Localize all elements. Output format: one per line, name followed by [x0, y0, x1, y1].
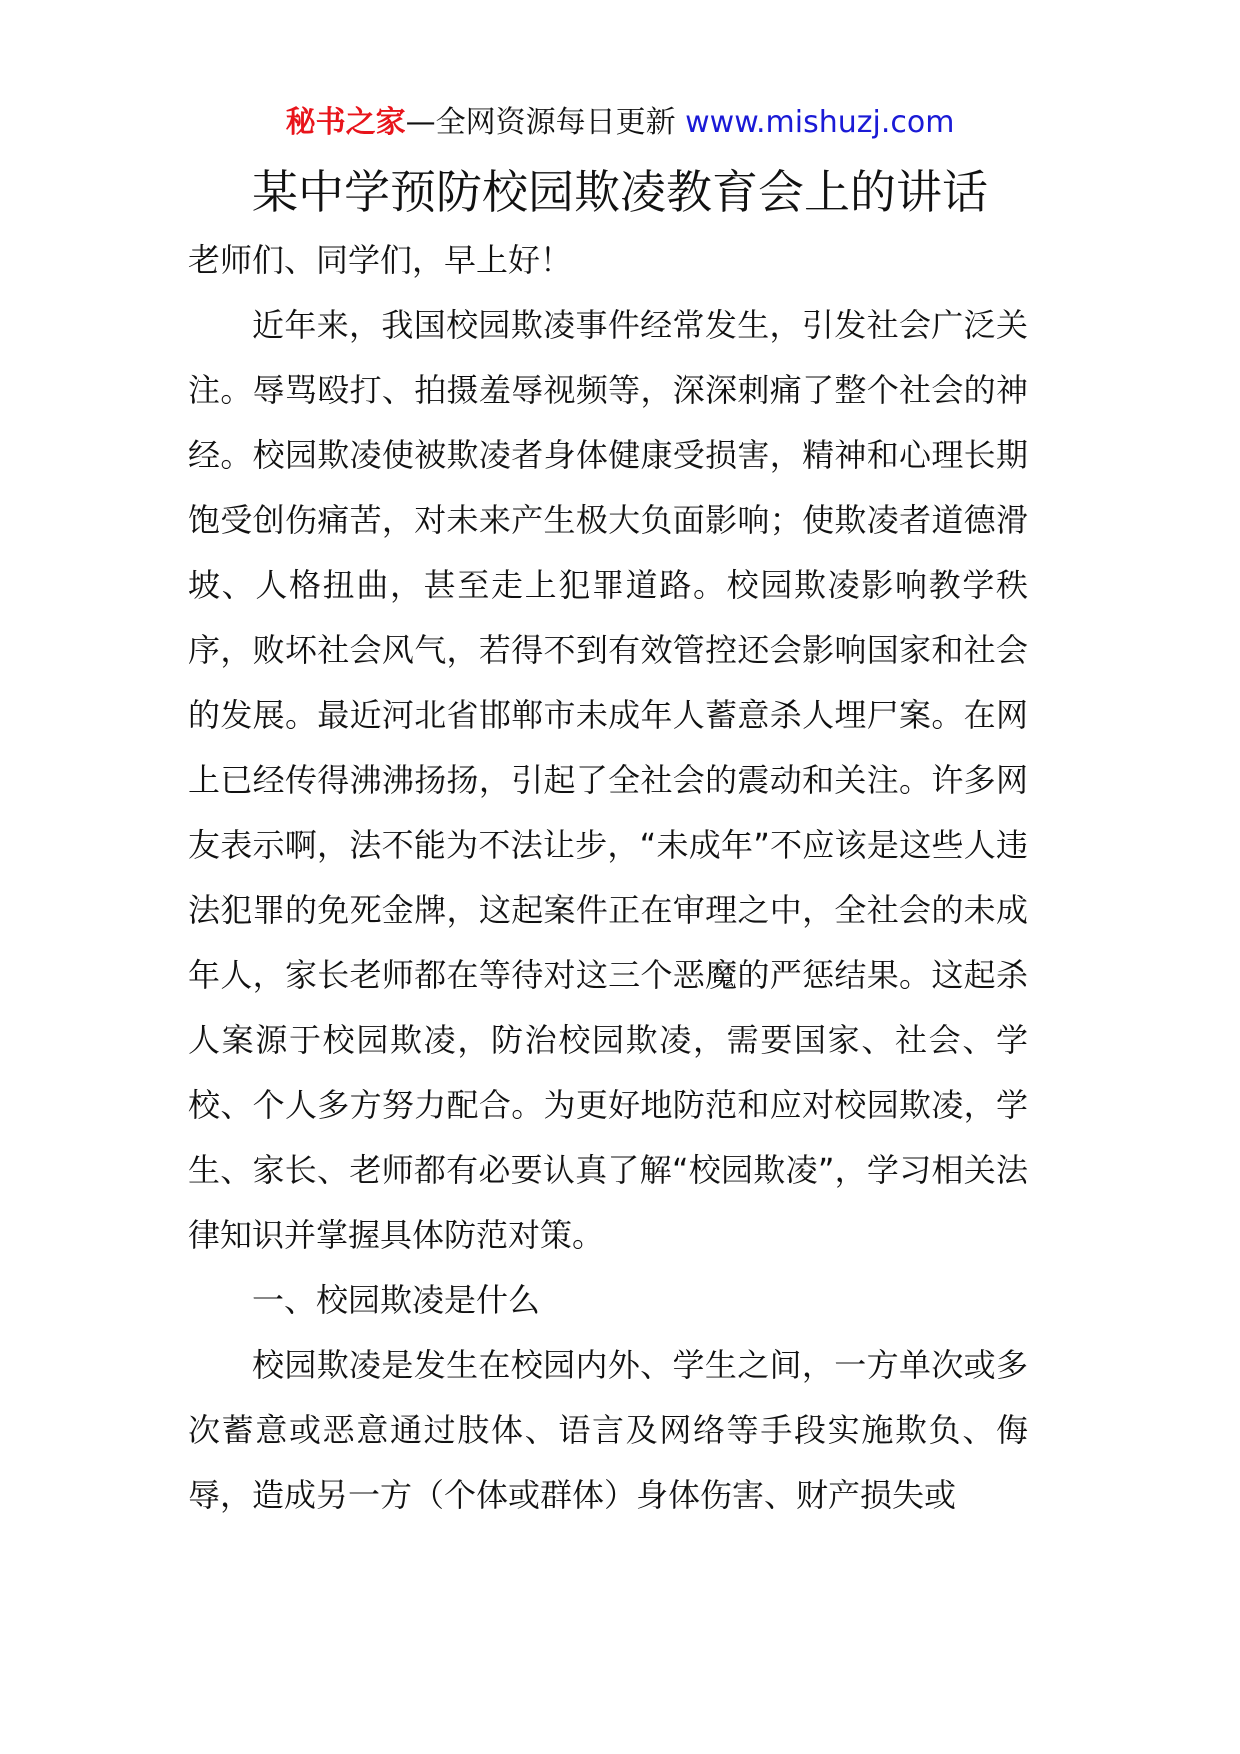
document-title: 某中学预防校园欺凌教育会上的讲话: [252, 165, 988, 219]
section-heading-1: 一、校园欺凌是什么: [252, 1281, 541, 1319]
site-header: [0, 100, 1240, 146]
greeting-paragraph: 老师们、同学们，早上好！: [188, 241, 573, 279]
site-brand: 秘书之家: [285, 105, 406, 140]
site-tagline: —全网资源每日更新: [405, 105, 686, 140]
body-paragraph-2: 校园欺凌是发生在校园内外、学生之间，一方单次或多次蓄意或恶意通过肢体、语言及网络等手段实施欺负、侮辱，造成另一方（个体或群体）身体伤害、财产损失或: [188, 1346, 1028, 1514]
document-body: [188, 228, 1028, 1528]
site-url-link[interactable]: www.mishuzj.com: [685, 105, 955, 140]
body-paragraph-1: 近年来，我国校园欺凌事件经常发生，引发社会广泛关注。辱骂殴打、拍摄羞辱视频等，深深刺痛了整个社会的神经。校园欺凌使被欺凌者身体健康受损害，精神和心理长期饱受创伤痛苦，对未来产生极大负面影响；使欺凌者道德滑坡、人格扭曲，甚至走上犯罪道路。校园欺凌影响教学秩序，败坏社会风气，若得不到有效管控还会影响国家和社会的发展。最近河北省邯郸市未成年人蓄意杀人埋尸案。在网上已经传得沸沸扬扬，引起了全社会的震动和关注。许多网友表示啊，法不能为不法让步，“未成年”不应该是这些人违法犯罪的免死金牌，这起案件正在审理之中，全社会的未成年人，家长老师都在等待对这三个恶魔的严惩结果。这起杀人案源于校园欺凌，防治校园欺凌，需要国家、社会、学校、个人多方努力配合。为更好地防范和应对校园欺凌，学生、家长、老师都有必要认真了解“校园欺凌”，学习相关法律知识并掌握具体防范对策。: [188, 306, 1028, 1254]
